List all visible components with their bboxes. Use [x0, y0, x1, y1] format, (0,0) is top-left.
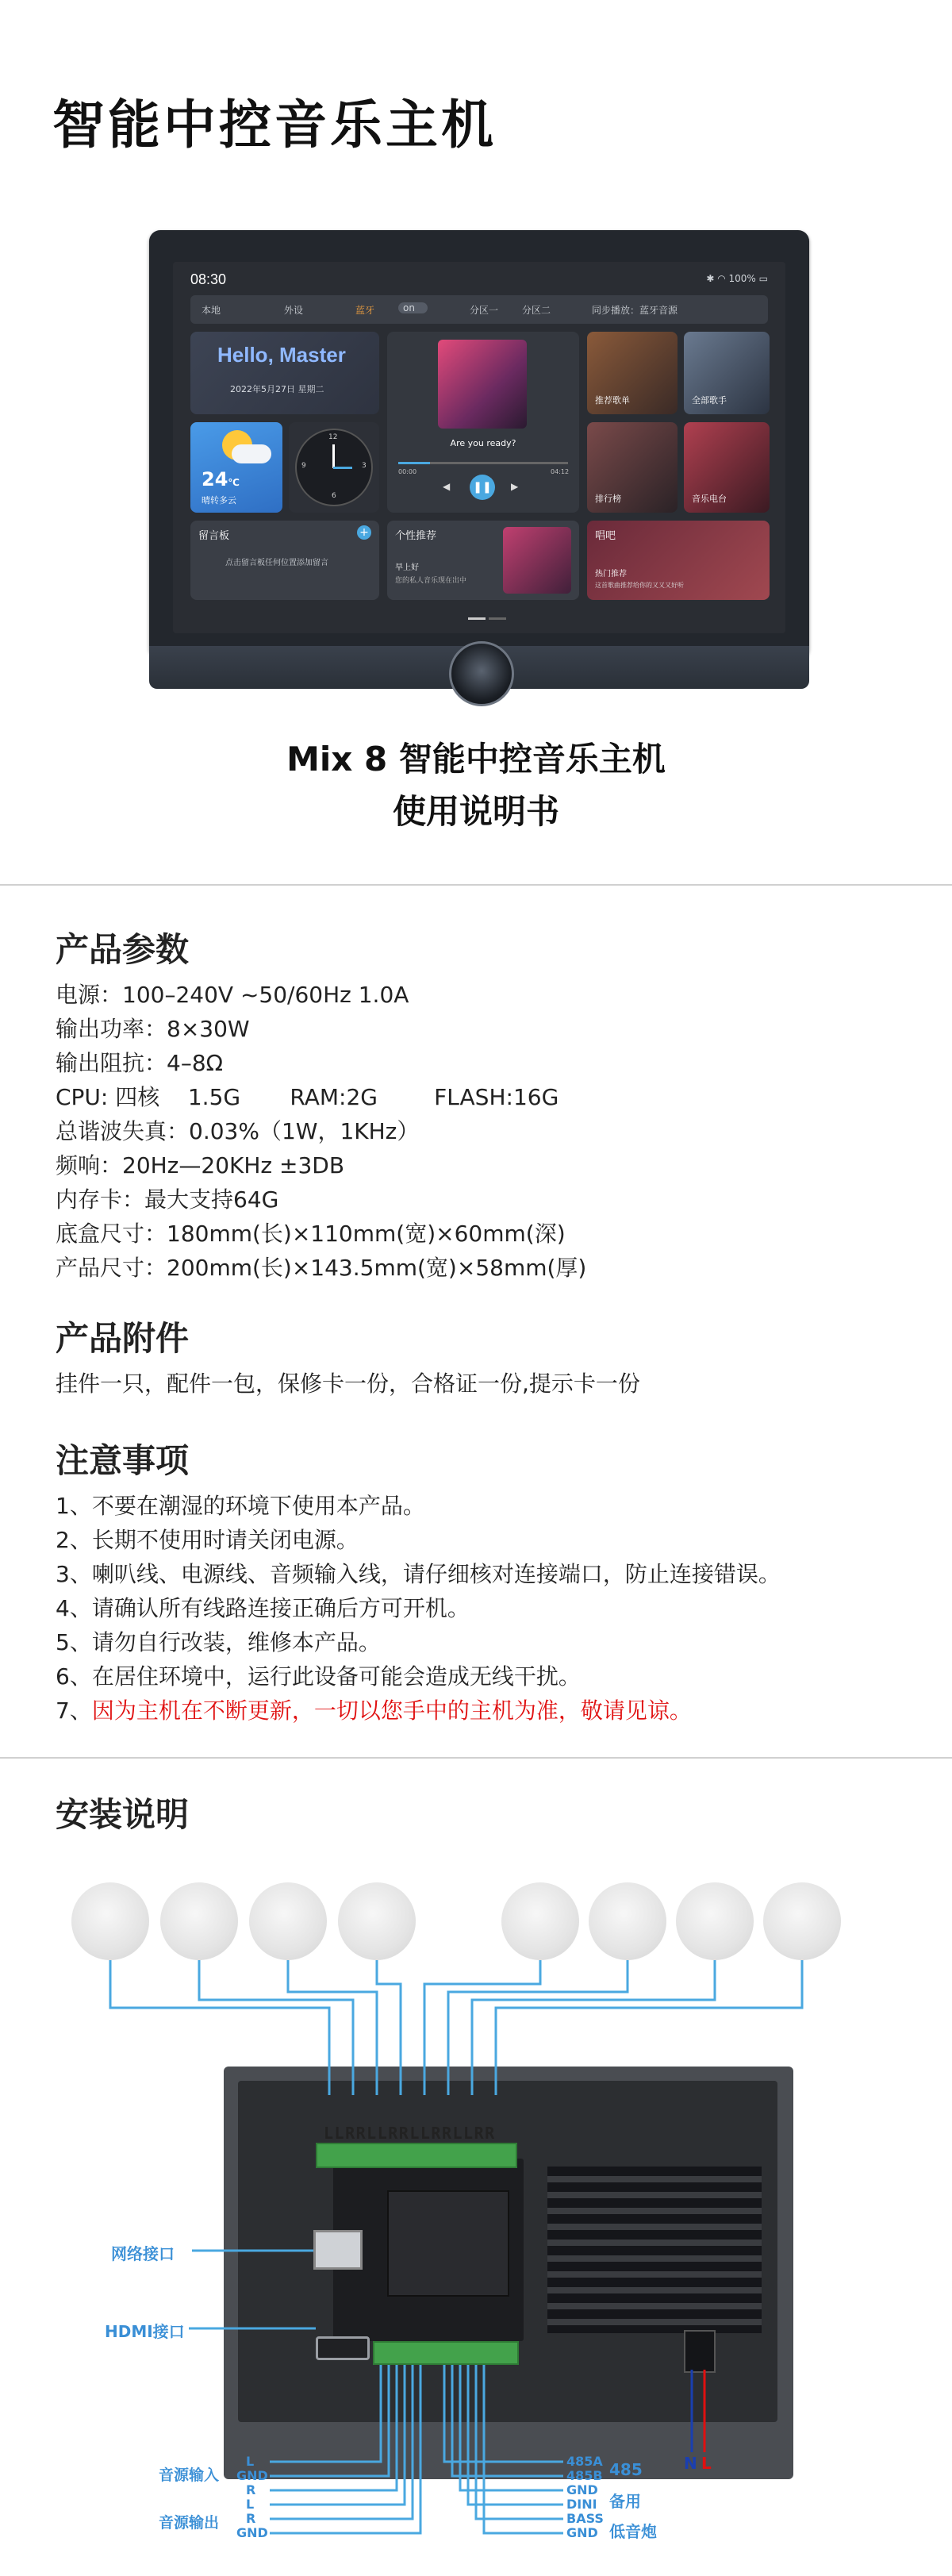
spec-line: 输出阻抗：4–8Ω: [56, 1050, 224, 1076]
pin-label: BASS: [566, 2511, 604, 2526]
pin-label: GND: [236, 2525, 268, 2540]
spec-line: 底盒尺寸：180mm(长)×110mm(宽)×60mm(深): [56, 1221, 566, 1247]
note-line: 2、长期不使用时请关闭电源。: [56, 1527, 359, 1553]
live-label: L: [701, 2454, 712, 2473]
wire: [496, 1960, 802, 2095]
pin-label: GND: [566, 2482, 598, 2497]
pin-label: R: [246, 2482, 256, 2497]
wire: [424, 1960, 540, 2095]
neutral-label: N: [684, 2454, 697, 2473]
karaoke-sub1: 热门推荐: [595, 570, 627, 579]
spec-line: 电源：100–240V ~50/60Hz 1.0A: [56, 982, 409, 1008]
rs485-label: 485: [609, 2460, 643, 2479]
note-line: 3、喇叭线、电源线、音频输入线，请仔细核对连接端口，防止连接错误。: [56, 1561, 781, 1587]
tab-zone-2: 分区二: [522, 305, 551, 316]
wire: [468, 2365, 563, 2505]
pin-label: DINI: [566, 2497, 597, 2512]
wire: [270, 2365, 405, 2505]
clock-number-12: 12: [328, 433, 338, 441]
tile-label: 全部歌手: [692, 395, 727, 406]
weather-temp: 24: [202, 468, 228, 490]
tab-bluetooth: 蓝牙: [355, 305, 375, 316]
network-port-label: 网络接口: [111, 2244, 175, 2263]
time-start: 00:00: [398, 468, 417, 475]
wire: [110, 1960, 329, 2095]
accessories-title: 产品附件: [56, 1319, 190, 1358]
recommend-title: 个性推荐: [395, 530, 437, 542]
manual-title: 使用说明书: [392, 792, 559, 831]
tab-sync: 同步播放：蓝牙音源: [592, 305, 678, 316]
wire: [270, 2365, 381, 2462]
terminal-labels: LLRRLLRRLLRRLLRR: [324, 2124, 496, 2143]
accessories-text: 挂件一只，配件一包，保修卡一份，合格证一份,提示卡一份: [56, 1371, 640, 1397]
tab-local: 本地: [202, 305, 221, 316]
wire: [270, 2365, 389, 2476]
tab-external: 外设: [284, 305, 304, 316]
audio-output-label: 音源输出: [159, 2514, 220, 2532]
bluetooth-icon: ✱: [706, 273, 715, 284]
tile-label: 排行榜: [595, 494, 621, 504]
spec-line: 内存卡：最大支持64G: [56, 1186, 279, 1213]
tile-label: 推荐歌单: [595, 395, 630, 406]
note-board-title: 留言板: [198, 530, 230, 542]
note-warning: 因为主机在不断更新，一切以您手中的主机为准，敬请见谅。: [91, 1697, 692, 1724]
wire: [444, 2365, 563, 2462]
note-number: 7、: [56, 1697, 92, 1724]
recommend-sub1: 早上好: [395, 563, 419, 572]
karaoke-sub2: 这首歌曲推荐给你的又又又好听: [595, 582, 684, 589]
pin-label: GND: [566, 2525, 598, 2540]
pin-label: L: [246, 2454, 255, 2469]
spec-line: 频响：20Hz—20KHz ±3DB: [56, 1152, 345, 1178]
notes-title: 注意事项: [56, 1441, 190, 1480]
wire: [448, 1960, 628, 2095]
pin-label: 485B: [566, 2468, 603, 2483]
hdmi-port-label: HDMI接口: [105, 2322, 185, 2341]
note-line: 4、请确认所有线路连接正确后方可开机。: [56, 1595, 470, 1621]
wire: [472, 1960, 715, 2095]
spec-line: 总谐波失真：0.03%（1W，1KHz）: [56, 1118, 420, 1144]
wire: [270, 2365, 413, 2519]
add-note-icon: +: [357, 525, 371, 540]
battery-label: 100%: [728, 273, 756, 284]
install-title: 安装说明: [56, 1795, 190, 1834]
wire: [476, 2365, 563, 2519]
wire: [484, 2365, 563, 2533]
toggle-on: on: [398, 302, 428, 313]
note-board-hint: 点击留言板任何位置添加留言: [225, 559, 328, 567]
clock-number-6: 6: [332, 492, 336, 500]
spec-line: CPU: 四核 1.5G RAM:2G FLASH:16G: [56, 1084, 559, 1110]
clock-number-3: 3: [362, 462, 367, 470]
pin-label: L: [246, 2497, 255, 2512]
clock-number-9: 9: [301, 462, 306, 470]
pin-label: GND: [236, 2468, 268, 2483]
weather-desc: 晴转多云: [202, 495, 236, 506]
specs-title: 产品参数: [56, 930, 190, 969]
pin-label: R: [246, 2511, 256, 2526]
backup-label: 备用: [609, 2492, 641, 2511]
greeting-date: 2022年5月27日 星期二: [230, 384, 324, 394]
battery-icon: ▭: [758, 273, 768, 284]
tile-label: 音乐电台: [692, 494, 727, 504]
weather-unit: ℃: [228, 477, 240, 488]
greeting-text: Hello, Master: [217, 343, 346, 367]
recommend-sub2: 您的私人音乐现在出中: [395, 577, 467, 585]
note-line: 6、在居住环境中，运行此设备可能会造成无线干扰。: [56, 1663, 581, 1690]
page-title: 智能中控音乐主机: [52, 94, 497, 156]
next-icon: ▶: [511, 481, 519, 492]
note-line: 1、不要在潮湿的环境下使用本产品。: [56, 1493, 425, 1519]
tab-zone-1: 分区一: [470, 305, 499, 316]
wire: [377, 1960, 401, 2095]
spec-line: 产品尺寸：200mm(长)×143.5mm(宽)×58mm(厚): [56, 1255, 587, 1281]
pin-label: 485A: [566, 2454, 603, 2469]
audio-input-label: 音源输入: [159, 2466, 220, 2484]
subwoofer-label: 低音炮: [609, 2522, 657, 2541]
song-title: Are you ready?: [450, 438, 516, 448]
time-end: 04:12: [551, 468, 570, 475]
wifi-icon: ◠: [717, 273, 726, 284]
note-line: 5、请勿自行改装，维修本产品。: [56, 1629, 381, 1655]
wire: [270, 2365, 397, 2490]
prev-icon: ◀: [443, 481, 451, 492]
karaoke-title: 唱吧: [595, 530, 616, 542]
product-name: Mix 8 智能中控音乐主机: [286, 740, 666, 779]
screen-time: 08:30: [190, 271, 227, 287]
wire: [288, 1960, 377, 2095]
pause-icon: ❚❚: [470, 475, 495, 500]
spec-line: 输出功率：8×30W: [56, 1016, 250, 1042]
